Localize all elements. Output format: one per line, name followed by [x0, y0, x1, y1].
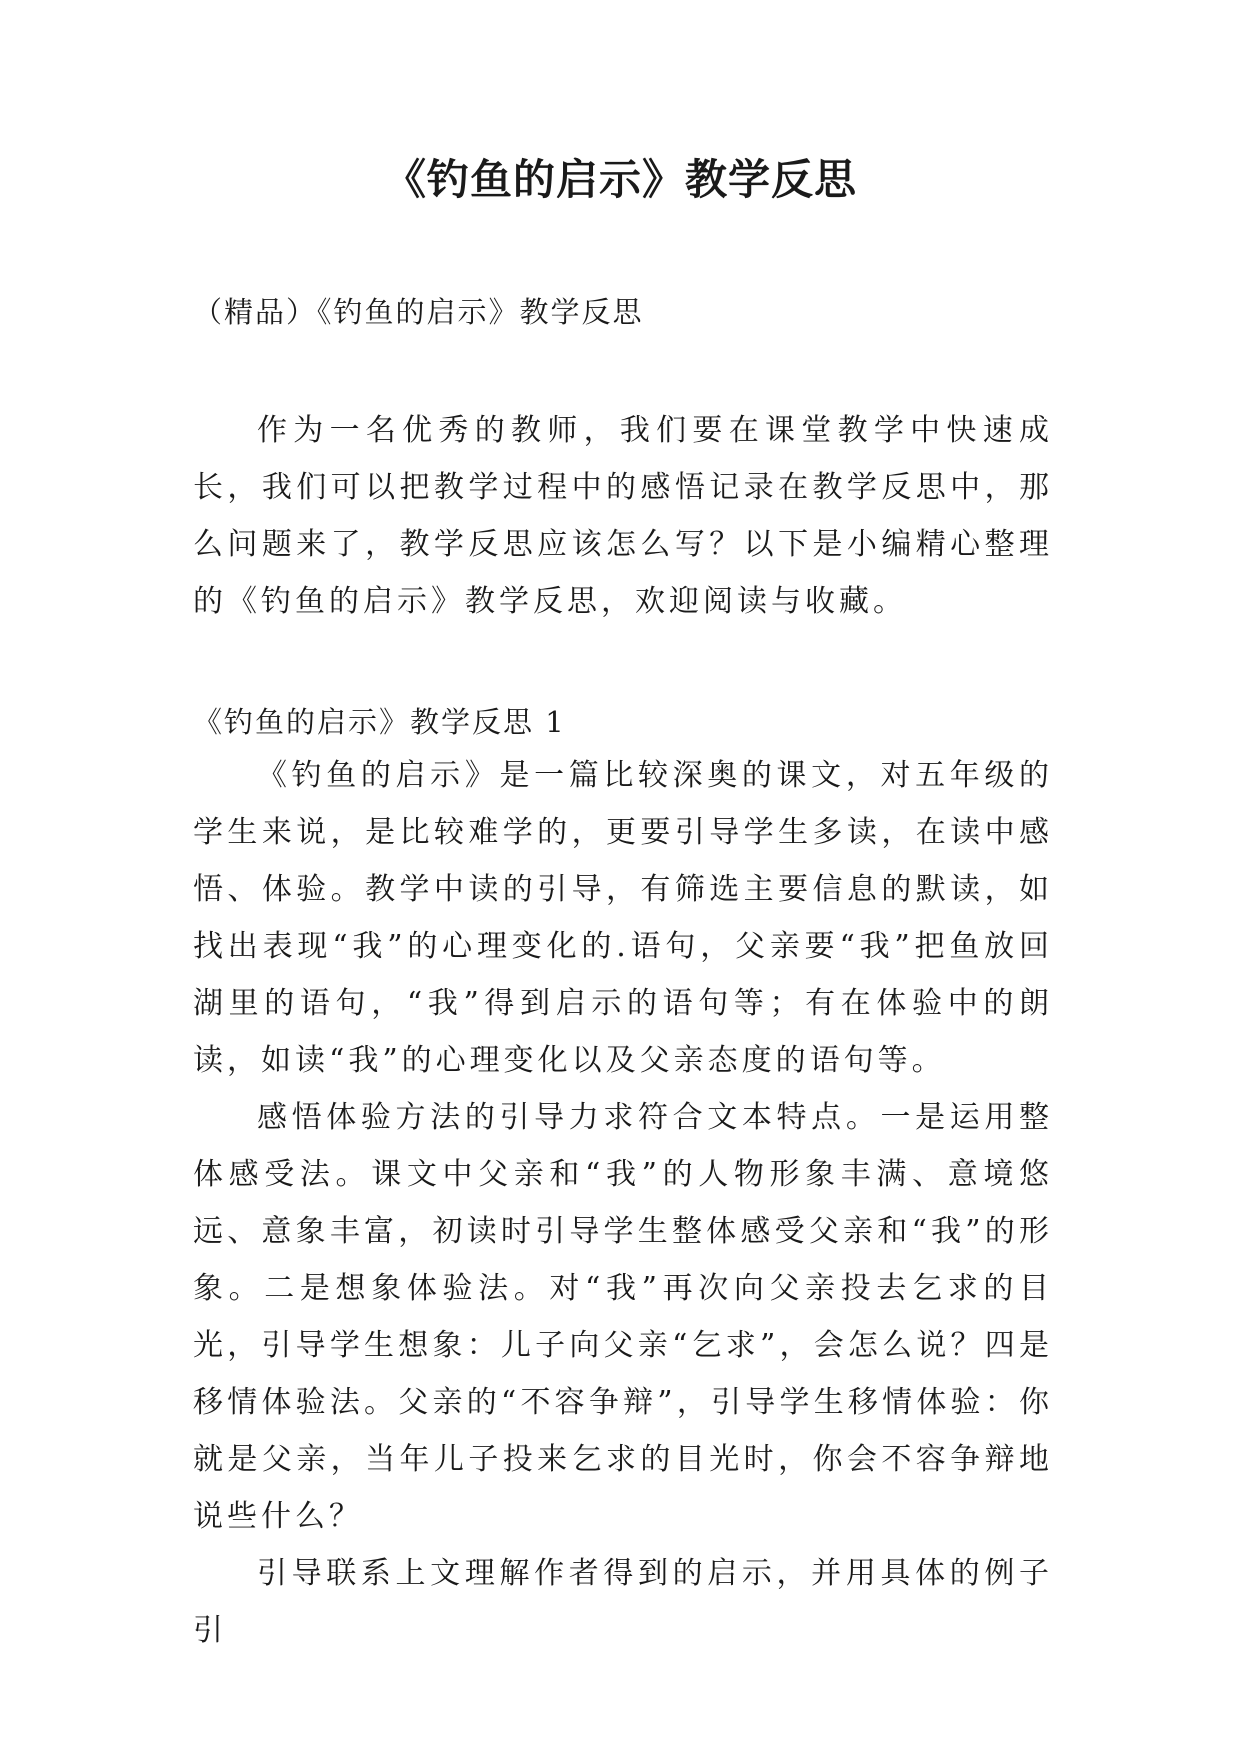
- intro-block: [193, 402, 1053, 630]
- paragraph: 引导联系上文理解作者得到的启示，并用具体的例子引: [193, 1556, 1053, 1648]
- document-title: 《钓鱼的启示》教学反思: [383, 155, 857, 204]
- intro-paragraph: 作为一名优秀的教师，我们要在课堂教学中快速成长，我们可以把教学过程中的感悟记录在教学反思中，那么问题来了，教学反思应该怎么写？以下是小编精心整理的《钓鱼的启示》教学反思，欢迎阅读与收藏。: [193, 413, 1053, 619]
- section-heading: 《钓鱼的启示》教学反思 1: [193, 705, 566, 739]
- document-subtitle: （精品）《钓鱼的启示》教学反思: [193, 295, 644, 329]
- section-body: [193, 747, 1053, 1659]
- paragraph: 《钓鱼的启示》是一篇比较深奥的课文，对五年级的学生来说，是比较难学的，更要引导学生多读，在读中感悟、体验。教学中读的引导，有筛选主要信息的默读，如找出表现“我”的心理变化的.语句，父亲要“我”把鱼放回湖里的语句，“我”得到启示的语句等；有在体验中的朗读，如读“我”的心理变化以及父亲态度的语句等。: [193, 758, 1053, 1078]
- paragraph: 感悟体验方法的引导力求符合文本特点。一是运用整体感受法。课文中父亲和“我”的人物形象丰满、意境悠远、意象丰富，初读时引导学生整体感受父亲和“我”的形象。二是想象体验法。对“我”再次向父亲投去乞求的目光，引导学生想象：儿子向父亲“乞求”，会怎么说？四是移情体验法。父亲的“不容争辩”，引导学生移情体验：你就是父亲，当年儿子投来乞求的目光时，你会不容争辩地说些什么？: [193, 1100, 1053, 1534]
